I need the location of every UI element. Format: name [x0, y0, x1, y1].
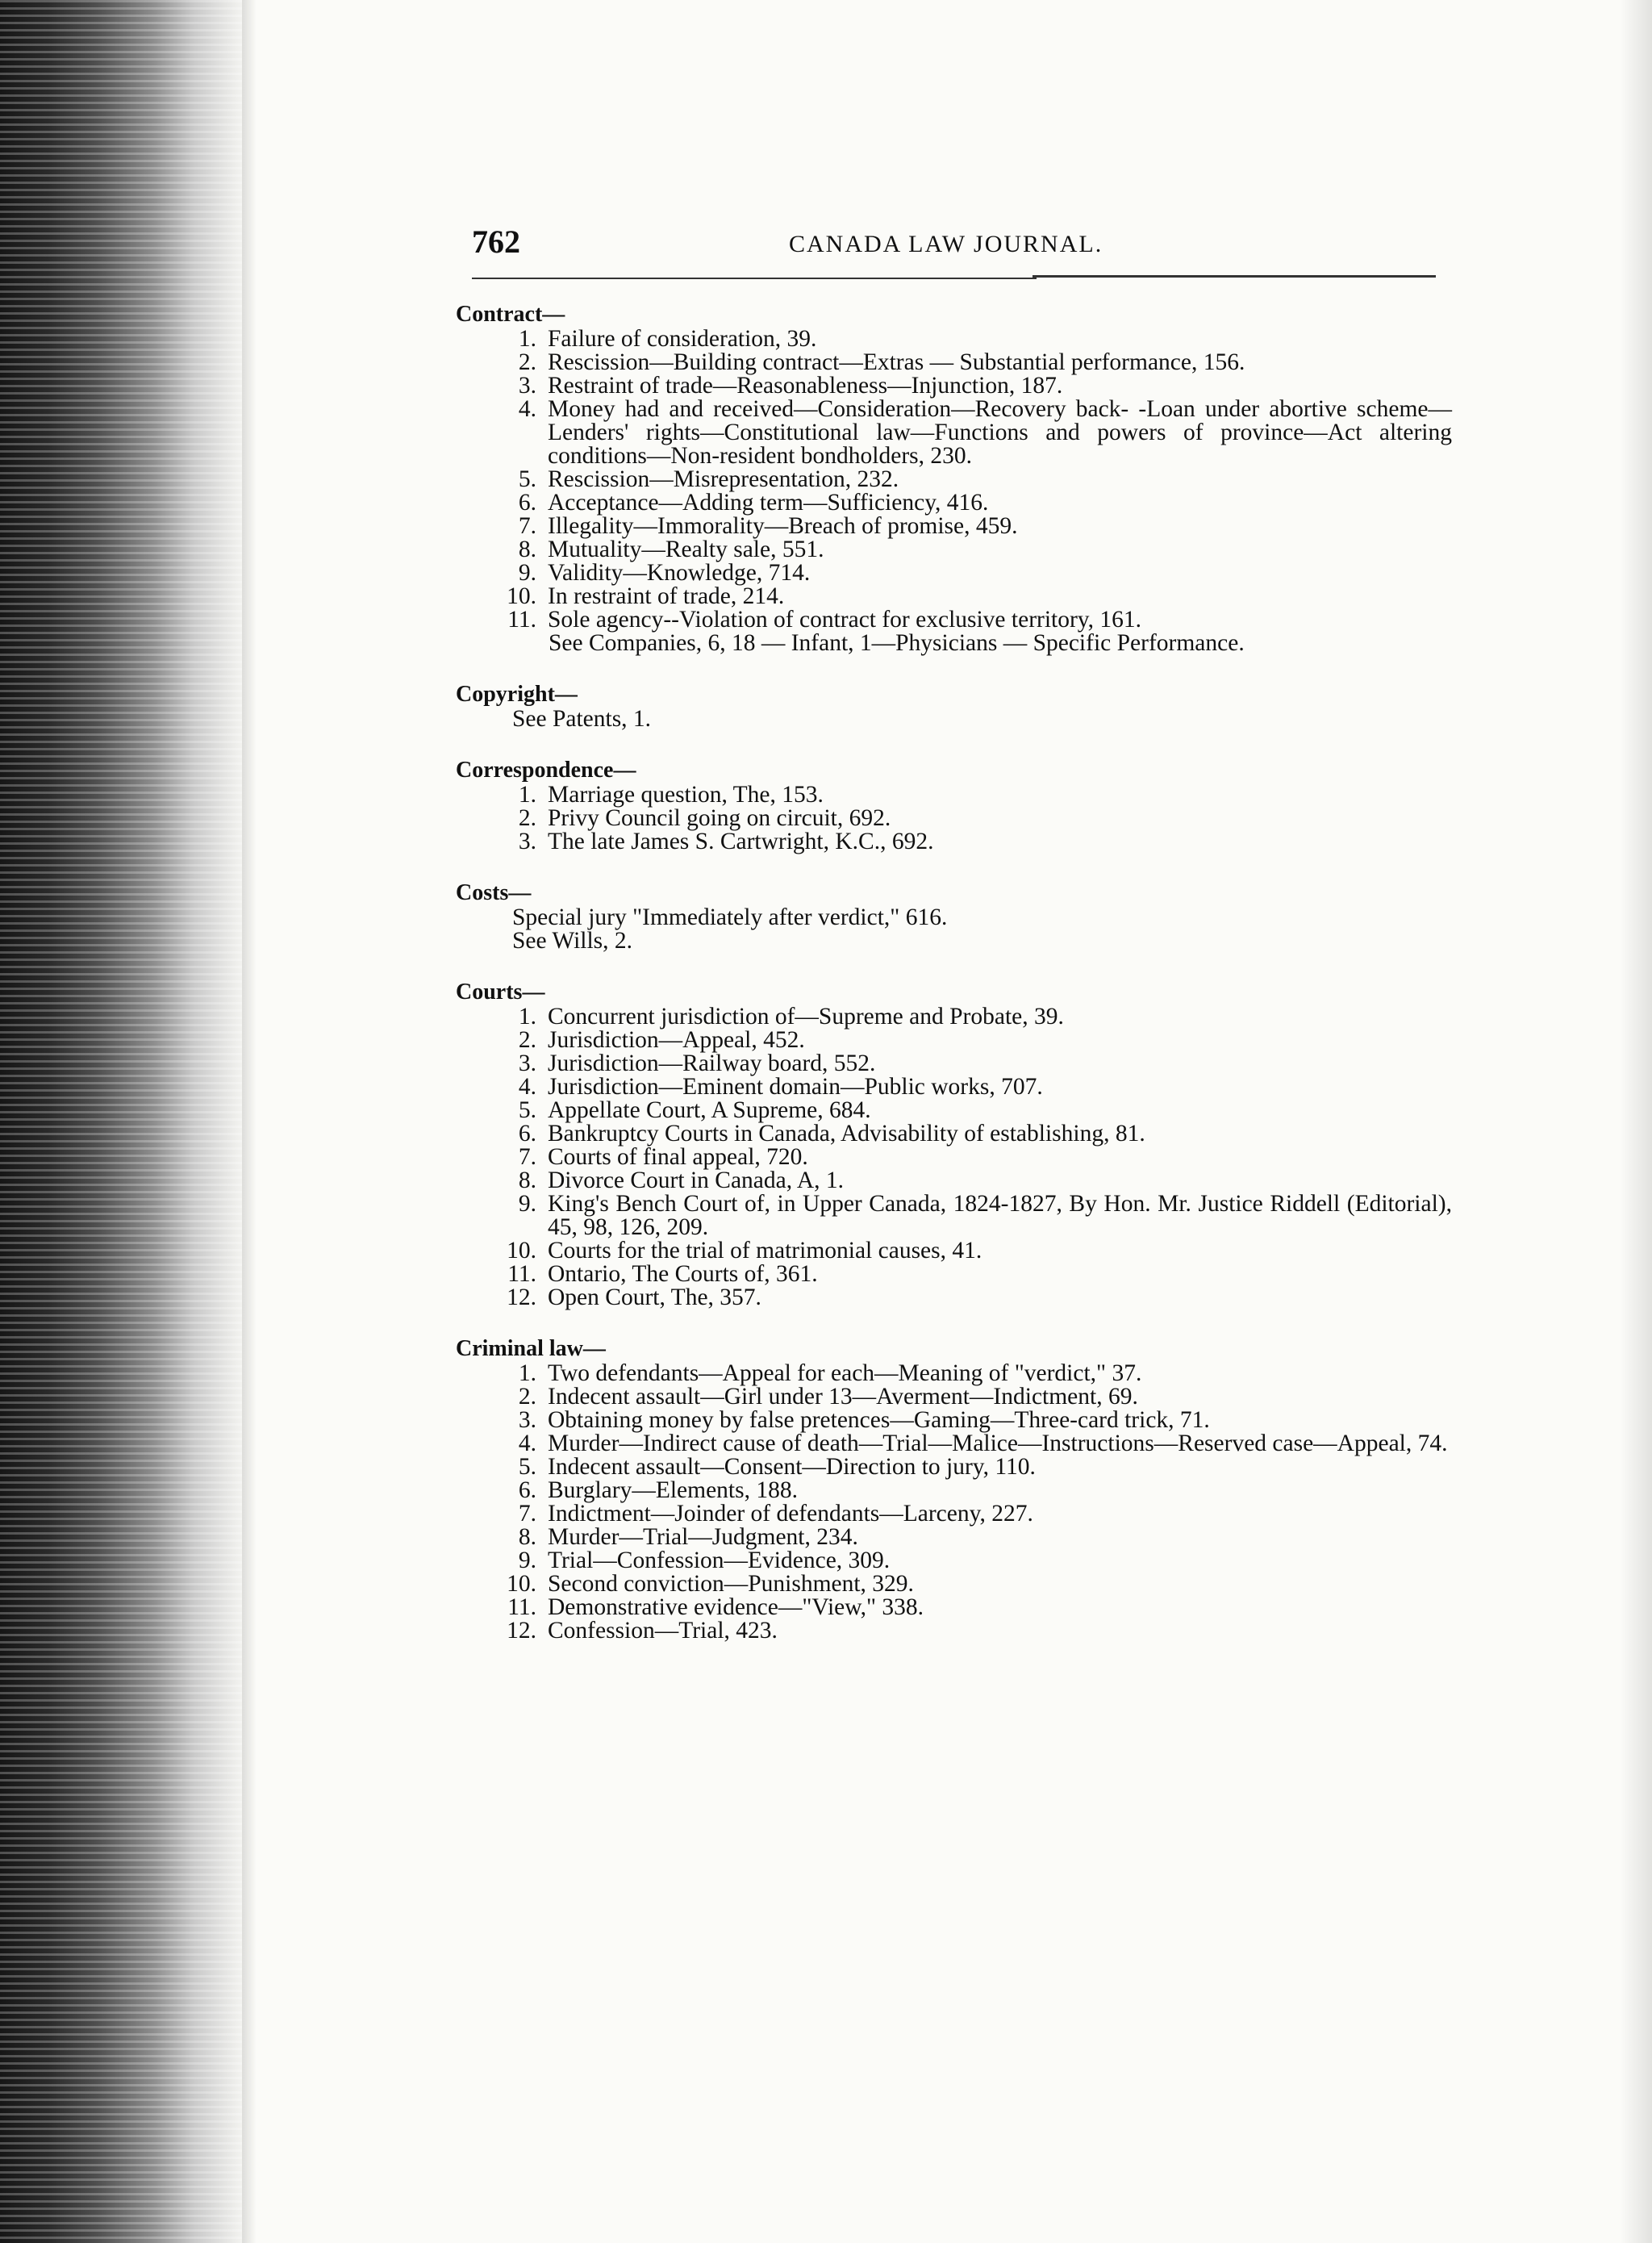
entry-text: Mutuality—Realty sale, 551. [548, 537, 824, 562]
entry-number: 6. [518, 1121, 536, 1147]
index-entry [456, 1573, 1452, 1596]
entry-text: Demonstrative evidence—"View," 338. [548, 1594, 924, 1620]
index-entry [456, 515, 1452, 538]
entry-text: Ontario, The Courts of, 361. [548, 1261, 818, 1287]
entry-number: 7. [518, 1144, 536, 1170]
entry-number: 12. [507, 1618, 536, 1644]
index-section-contract [456, 303, 1452, 655]
entry-text: Indecent assault—Girl under 13—Averment—Indictment, 69. [548, 1384, 1138, 1410]
entry-number: 9. [518, 560, 536, 586]
entry-text: Indictment—Joinder of defendants—Larceny, 227. [548, 1501, 1033, 1527]
entry-number: 5. [518, 1454, 536, 1480]
entry-number: 10. [507, 583, 536, 609]
index-entry [456, 1169, 1452, 1193]
entry-text: Illegality—Immorality—Breach of promise, 459. [548, 513, 1018, 539]
entry-text: The late James S. Cartwright, K.C., 692. [548, 829, 934, 854]
index-entry [456, 1239, 1452, 1263]
index-entry [456, 1099, 1452, 1122]
entry-text: Trial—Confession—Evidence, 309. [548, 1548, 891, 1573]
section-heading: Contract— [456, 302, 565, 327]
entry-text: Restraint of trade—Reasonableness—Injunction, 187. [548, 373, 1063, 399]
book-binding-edge [0, 0, 242, 2243]
entry-number: 2. [518, 805, 536, 831]
index-entry [456, 1549, 1452, 1573]
index-entry [456, 1502, 1452, 1526]
index-entry [456, 1263, 1452, 1286]
page-header [472, 223, 1437, 271]
index-entry [456, 1409, 1452, 1432]
entry-text: Obtaining money by false pretences—Gaming—Three-card trick, 71. [548, 1407, 1210, 1433]
index-section-correspondence [456, 758, 1452, 854]
index-section-courts [456, 980, 1452, 1309]
entry-number: 4. [518, 1431, 536, 1456]
entry-text: Open Court, The, 357. [548, 1284, 761, 1310]
section-heading: Costs— [456, 880, 532, 905]
entry-number: 5. [518, 1097, 536, 1123]
index-entry-text: Special jury "Immediately after verdict," 616. [512, 904, 948, 930]
entry-text: Divorce Court in Canada, A, 1. [548, 1167, 845, 1193]
entry-number: 2. [518, 1384, 536, 1410]
entry-number: 3. [518, 829, 536, 854]
page-number: 762 [472, 223, 520, 260]
entry-text: Second conviction—Punishment, 329. [548, 1571, 914, 1597]
entry-number: 2. [518, 1027, 536, 1053]
entry-number: 10. [507, 1238, 536, 1264]
entry-text: Appellate Court, A Supreme, 684. [548, 1097, 871, 1123]
index-entry [456, 1122, 1452, 1146]
entry-number: 3. [518, 373, 536, 399]
section-heading: Correspondence— [456, 758, 636, 783]
index-entry [456, 783, 1452, 807]
see-also-reference: See Patents, 1. [512, 706, 652, 732]
entry-number: 7. [518, 513, 536, 539]
entry-number: 1. [518, 782, 536, 808]
entry-text: Burglary—Elements, 188. [548, 1477, 798, 1503]
index-entry [456, 1596, 1452, 1619]
running-title: CANADA LAW JOURNAL. [789, 231, 1103, 257]
entry-text: Validity—Knowledge, 714. [548, 560, 811, 586]
entry-text: Rescission—Misrepresentation, 232. [548, 466, 899, 492]
entry-number: 8. [518, 537, 536, 562]
entry-number: 1. [518, 326, 536, 352]
entry-number: 7. [518, 1501, 536, 1527]
see-also-reference: See Companies, 6, 18 — Infant, 1—Physicians — Specific Performance. [549, 630, 1245, 656]
index-entry [456, 328, 1452, 351]
entry-text: Indecent assault—Consent—Direction to jury, 110. [548, 1454, 1036, 1480]
index-entry [456, 1432, 1452, 1456]
entry-number: 1. [518, 1360, 536, 1386]
header-rule [1032, 275, 1436, 278]
index-content [456, 303, 1452, 1670]
index-entry [456, 468, 1452, 491]
entry-number: 3. [518, 1050, 536, 1076]
entry-text: Courts of final appeal, 720. [548, 1144, 808, 1170]
entry-number: 11. [507, 1594, 536, 1620]
entry-number: 3. [518, 1407, 536, 1433]
entry-text: Jurisdiction—Appeal, 452. [548, 1027, 805, 1053]
section-heading: Courts— [456, 979, 545, 1005]
entry-number: 11. [507, 607, 536, 633]
entry-text: Two defendants—Appeal for each—Meaning of "verdict," 37. [548, 1360, 1142, 1386]
index-entry [456, 1456, 1452, 1479]
entry-text: Failure of consideration, 39. [548, 326, 817, 352]
entry-number: 12. [507, 1284, 536, 1310]
index-entry [456, 491, 1452, 515]
entry-text: King's Bench Court of, in Upper Canada, 1824-1827, By Hon. Mr. Justice Riddell (Editorial), 45, 98, 126, 209. [548, 1191, 1452, 1240]
entry-text: Bankruptcy Courts in Canada, Advisability of establishing, 81. [548, 1121, 1145, 1147]
gutter-shadow [242, 0, 257, 2243]
index-entry [456, 1526, 1452, 1549]
entry-text: Confession—Trial, 423. [548, 1618, 778, 1644]
index-entry [456, 807, 1452, 830]
entry-text: Rescission—Building contract—Extras — Substantial performance, 156. [548, 349, 1245, 375]
entry-text: In restraint of trade, 214. [548, 583, 785, 609]
entry-number: 6. [518, 1477, 536, 1503]
index-entry [456, 374, 1452, 398]
page-edge-shadow [1620, 0, 1652, 2243]
index-entry [456, 538, 1452, 562]
entry-text: Concurrent jurisdiction of—Supreme and Probate, 39. [548, 1004, 1064, 1030]
section-heading: Criminal law— [456, 1336, 606, 1361]
section-heading: Copyright— [456, 682, 578, 707]
entry-number: 2. [518, 349, 536, 375]
header-rule [472, 278, 1037, 279]
entry-text: Acceptance—Adding term—Sufficiency, 416. [548, 490, 989, 516]
index-section-costs [456, 881, 1452, 953]
index-entry [456, 1479, 1452, 1502]
entry-number: 9. [518, 1548, 536, 1573]
index-entry [456, 351, 1452, 374]
index-entry [456, 1385, 1452, 1409]
entry-text: Marriage question, The, 153. [548, 782, 824, 808]
entry-number: 4. [518, 396, 536, 422]
entry-text: Money had and received—Consideration—Recovery back- -Loan under abortive scheme—Lenders' rights—Constitutional law—Functions and powers of province—Act altering conditions—Non-resident bondholders, 230. [548, 396, 1452, 469]
index-entry [456, 830, 1452, 854]
entry-number: 5. [518, 466, 536, 492]
index-entry [456, 1052, 1452, 1076]
index-entry [456, 1193, 1452, 1239]
index-entry [456, 1076, 1452, 1099]
entry-number: 11. [507, 1261, 536, 1287]
entry-text: Murder—Indirect cause of death—Trial—Malice—Instructions—Reserved case—Appeal, 74. [548, 1431, 1448, 1456]
entry-text: Sole agency--Violation of contract for exclusive territory, 161. [548, 607, 1142, 633]
index-section-criminal-law [456, 1337, 1452, 1643]
index-entry [456, 1619, 1452, 1643]
entry-text: Murder—Trial—Judgment, 234. [548, 1524, 858, 1550]
entry-number: 8. [518, 1167, 536, 1193]
index-entry [456, 608, 1452, 632]
index-entry [456, 1146, 1452, 1169]
index-entry [456, 1005, 1452, 1029]
entry-text: Privy Council going on circuit, 692. [548, 805, 891, 831]
entry-number: 6. [518, 490, 536, 516]
index-entry [456, 585, 1452, 608]
entry-text: Jurisdiction—Eminent domain—Public works, 707. [548, 1074, 1043, 1100]
entry-text: Courts for the trial of matrimonial causes, 41. [548, 1238, 982, 1264]
index-entry [456, 1029, 1452, 1052]
entry-number: 9. [518, 1191, 536, 1217]
index-entry [456, 1286, 1452, 1309]
entry-number: 4. [518, 1074, 536, 1100]
see-also-reference: See Wills, 2. [512, 928, 633, 954]
index-entry [456, 1362, 1452, 1385]
index-entry [456, 562, 1452, 585]
entry-number: 10. [507, 1571, 536, 1597]
index-entry [456, 398, 1452, 468]
entry-number: 8. [518, 1524, 536, 1550]
index-section-copyright [456, 683, 1452, 731]
entry-number: 1. [518, 1004, 536, 1030]
entry-text: Jurisdiction—Railway board, 552. [548, 1050, 876, 1076]
